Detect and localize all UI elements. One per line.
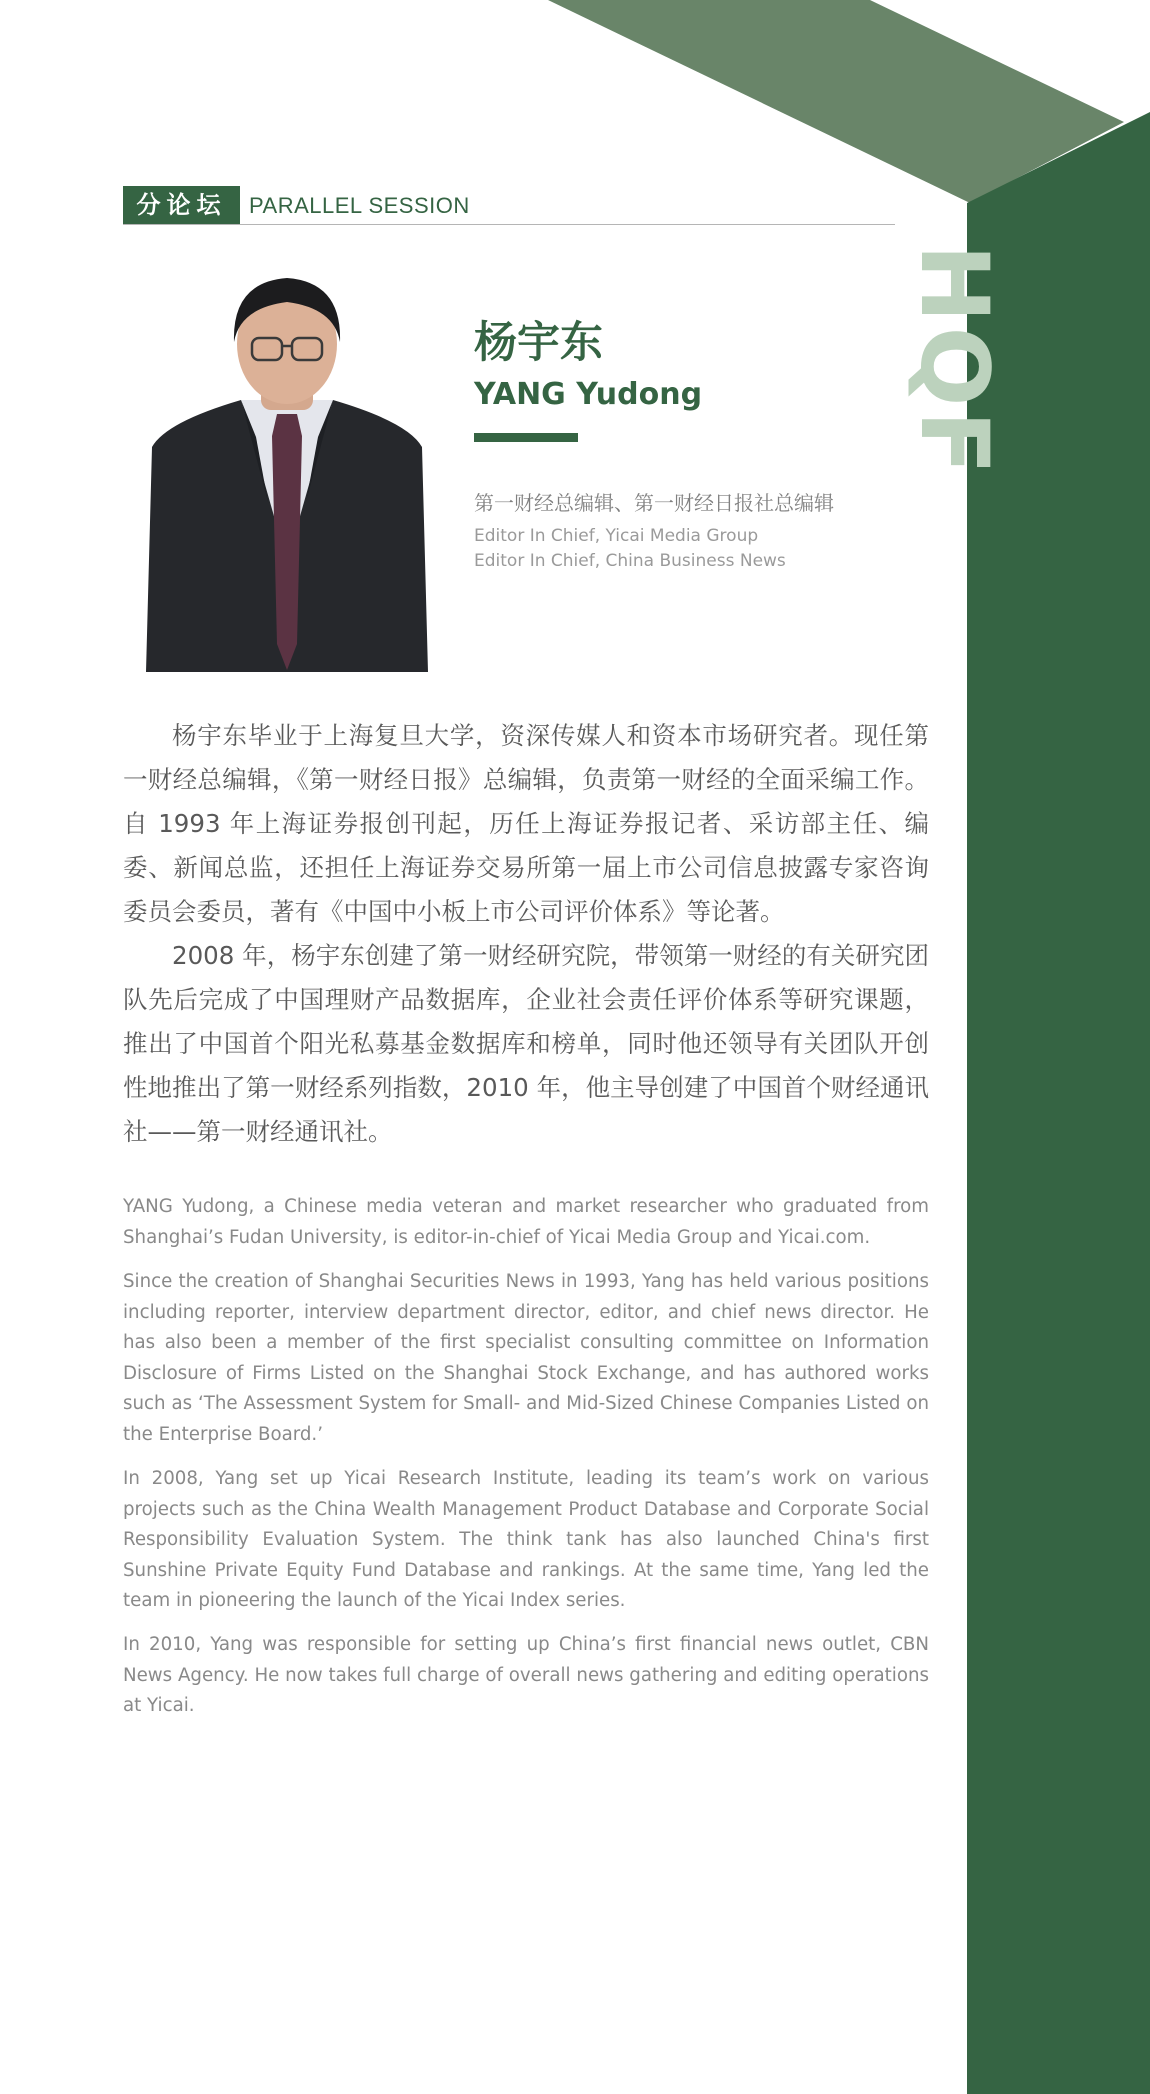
bio-en-paragraph: Since the creation of Shanghai Securities News in 1993, Yang has held various positions including reporter, interview department director, editor, and chief news director. He has also been a member of the first specialist consulting committee on Information Disclosure of Firms Listed on the Shanghai Stock Exchange, and has authored works such as ‘The Assessment System for Small- and Mid-Sized Chinese Companies Listed on the Enterprise Board.’ xyxy=(123,1271,929,1445)
bio-en-paragraph: YANG Yudong, a Chinese media veteran and market researcher who graduated from Shanghai’s Fudan University, is editor-in-chief of Yicai Media Group and Yicai.com. xyxy=(123,1196,929,1248)
speaker-portrait xyxy=(146,272,428,672)
name-underline-bar xyxy=(474,433,578,442)
speaker-title-en-line: Editor In Chief, China Business News xyxy=(474,551,786,571)
bio-en-paragraph: In 2010, Yang was responsible for setting up China’s first financial news outlet, CBN News Agency. He now takes full charge of overall news gathering and editing operations at Yicai. xyxy=(123,1634,929,1717)
hqf-vertical-logo: HQF xyxy=(899,244,1008,479)
session-label-en: PARALLEL SESSION xyxy=(249,193,470,218)
bio-en-paragraph: In 2008, Yang set up Yicai Research Institute, leading its team’s work on various projects such as the China Wealth Management Product Database and Corporate Social Responsibility Evaluation System. The think tank has also launched China's first Sunshine Private Equity Fund Database and rankings. At the same time, Yang led the team in pioneering the launch of the Yicai Index series. xyxy=(123,1468,929,1612)
bio-cn-paragraph: 2008 年，杨宇东创建了第一财经研究院，带领第一财经的有关研究团队先后完成了中国理财产品数据库，企业社会责任评价体系等研究课题，推出了中国首个阳光私募基金数据库和榜单，同时他还领导有关团队开创性地推出了第一财经系列指数，2010 年，他主导创建了中国首个财经通讯社——第一财经通讯社。 xyxy=(123,941,929,1146)
speaker-name-en: YANG Yudong xyxy=(474,377,703,412)
session-label-cn: 分论坛 xyxy=(123,186,240,224)
speaker-title-cn: 第一财经总编辑、第一财经日报社总编辑 xyxy=(474,491,834,515)
session-header xyxy=(123,186,895,225)
bio-cn-paragraph: 杨宇东毕业于上海复旦大学，资深传媒人和资本市场研究者。现任第一财经总编辑，《第一财经日报》总编辑，负责第一财经的全面采编工作。自 1993 年上海证券报创刊起，历任上海证券报记者、采访部主任、编委、新闻总监，还担任上海证券交易所第一届上市公司信息披露专家咨询委员会委员，著有《中国中小板上市公司评价体系》等论著。 xyxy=(123,721,929,926)
speaker-title-en-line: Editor In Chief, Yicai Media Group xyxy=(474,526,759,546)
speaker-name-cn: 杨宇东 xyxy=(474,318,603,368)
